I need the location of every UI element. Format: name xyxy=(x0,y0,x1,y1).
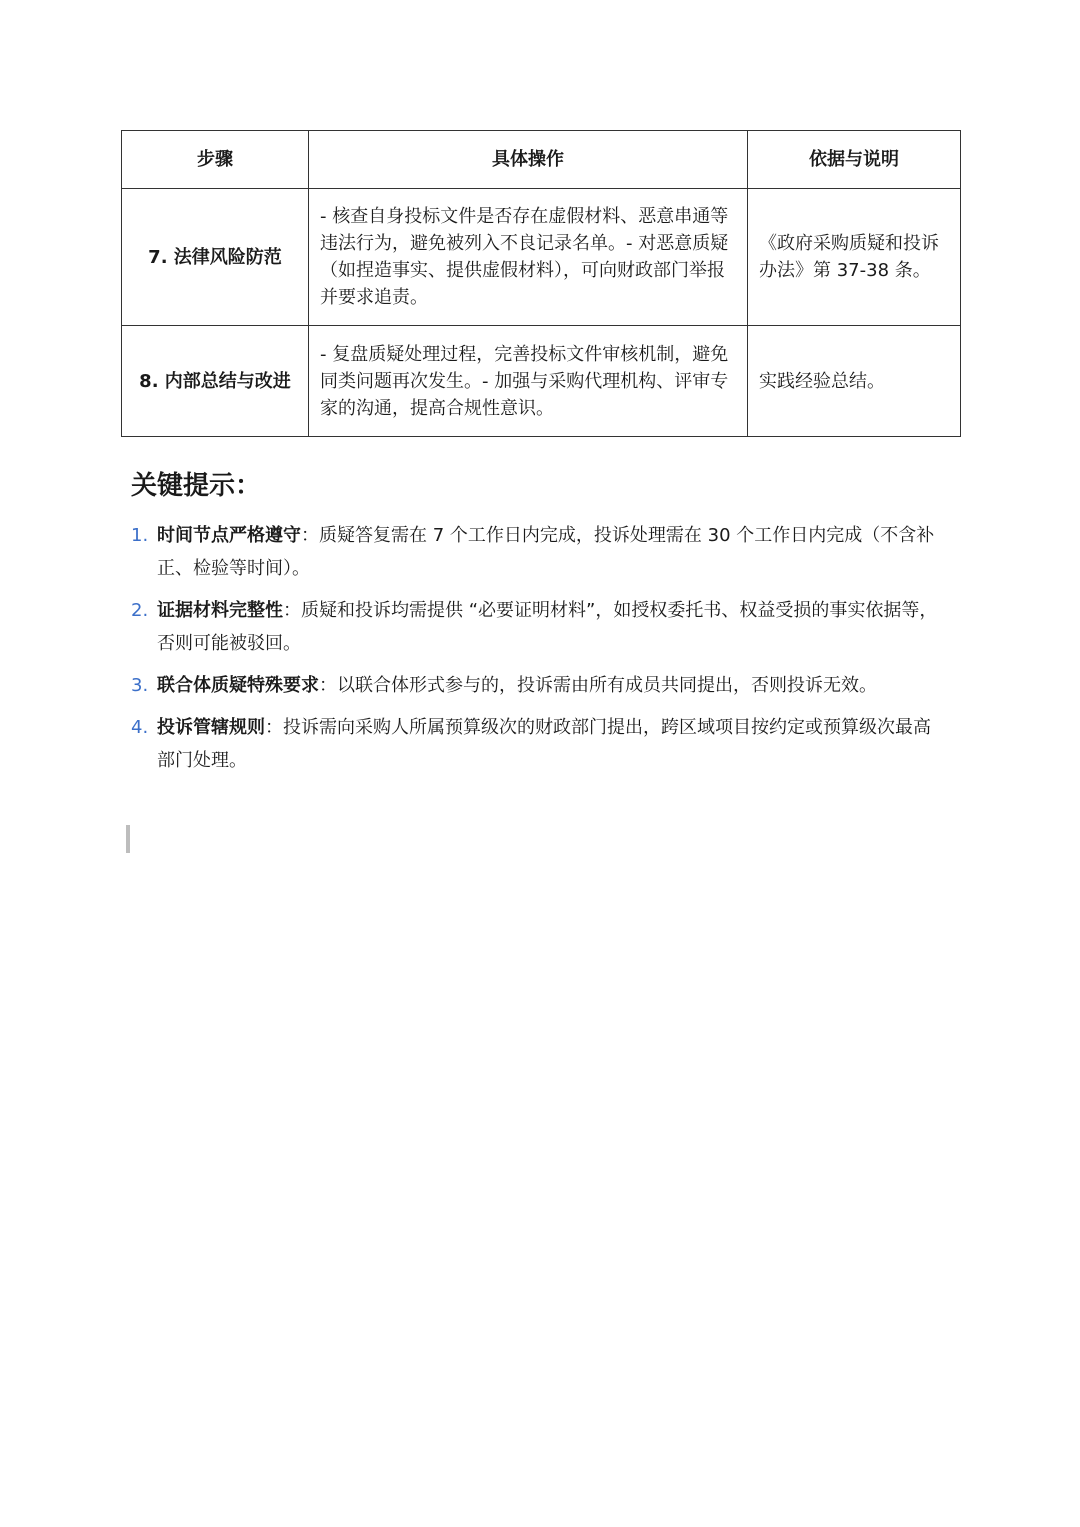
step-cell: 8. 内部总结与改进 xyxy=(122,326,309,437)
tip-text: ：投诉需向采购人所属预算级次的财政部门提出，跨区域项目按约定或预算级次最高部门处理。 xyxy=(157,717,931,771)
header-basis: 依据与说明 xyxy=(748,131,961,189)
tip-term: 投诉管辖规则 xyxy=(157,717,265,738)
header-step: 步骤 xyxy=(122,131,309,189)
tips-list xyxy=(131,519,941,786)
list-number: 2. xyxy=(131,600,149,621)
basis-cell: 《政府采购质疑和投诉办法》第 37-38 条。 xyxy=(748,189,961,326)
tip-text: ：质疑和投诉均需提供 “必要证明材料”，如授权委托书、权益受损的事实依据等，否则可能被驳回。 xyxy=(157,600,938,654)
table-header-row xyxy=(122,131,961,189)
step-cell: 7. 法律风险防范 xyxy=(122,189,309,326)
list-number: 3. xyxy=(131,675,149,696)
tips-heading: 关键提示： xyxy=(131,471,262,501)
tip-term: 联合体质疑特殊要求 xyxy=(157,675,319,696)
list-number: 1. xyxy=(131,525,149,546)
list-item xyxy=(131,519,941,585)
procedure-table xyxy=(121,130,961,437)
list-item xyxy=(131,711,941,777)
text-cursor[interactable] xyxy=(126,825,130,853)
table-row xyxy=(122,326,961,437)
tip-text: ：以联合体形式参与的，投诉需由所有成员共同提出，否则投诉无效。 xyxy=(319,675,877,696)
basis-cell: 实践经验总结。 xyxy=(748,326,961,437)
list-item xyxy=(131,594,941,660)
tip-text: ：质疑答复需在 7 个工作日内完成，投诉处理需在 30 个工作日内完成（不含补正、检验等时间）。 xyxy=(157,525,935,579)
operation-cell: - 复盘质疑处理过程，完善投标文件审核机制，避免同类问题再次发生。- 加强与采购代理机构、评审专家的沟通，提高合规性意识。 xyxy=(309,326,748,437)
list-number: 4. xyxy=(131,717,149,738)
tip-term: 证据材料完整性 xyxy=(157,600,283,621)
tip-term: 时间节点严格遵守 xyxy=(157,525,301,546)
list-item xyxy=(131,669,941,702)
table-row xyxy=(122,189,961,326)
header-operation: 具体操作 xyxy=(309,131,748,189)
operation-cell: - 核查自身投标文件是否存在虚假材料、恶意串通等违法行为，避免被列入不良记录名单。- 对恶意质疑（如捏造事实、提供虚假材料），可向财政部门举报并要求追责。 xyxy=(309,189,748,326)
